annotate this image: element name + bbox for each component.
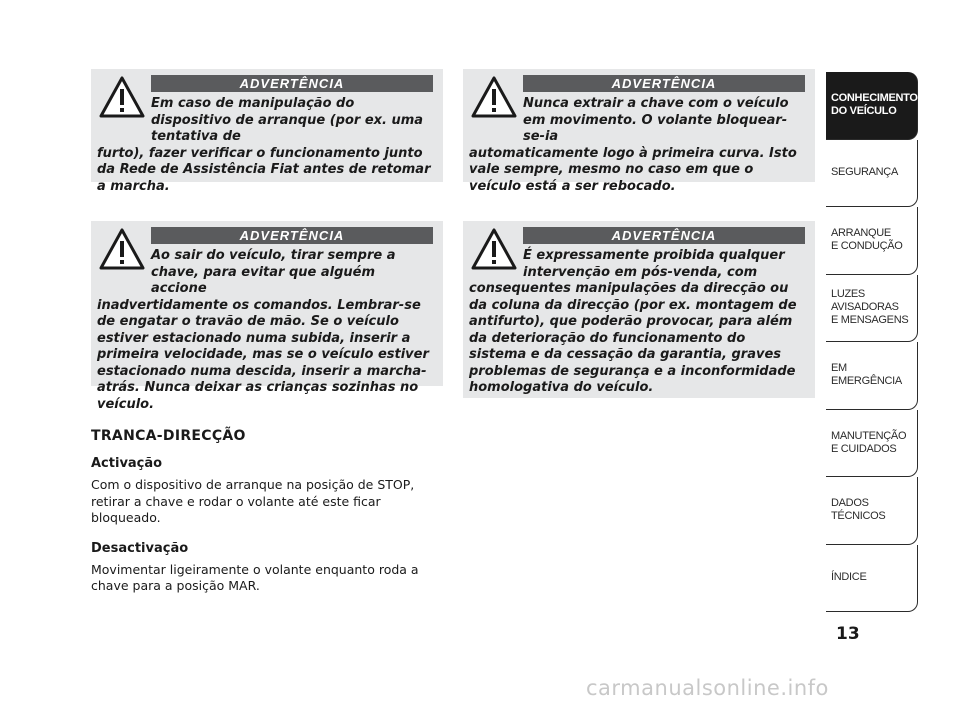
deactivation-text: Movimentar ligeiramente o volante enquanto roda a chave para a posição MAR.	[91, 561, 419, 593]
deactivation-heading: Desactivação	[91, 540, 189, 556]
warning-triangle-icon	[471, 227, 517, 271]
warning-lead-text: Nunca extrair a chave com o veículo em movimento. O volante bloquear-se-ia	[523, 96, 789, 144]
warning-triangle-icon	[99, 75, 145, 119]
activation-text: Com o dispositivo de arranque na posição de STOP, retirar a chave e rodar o volante até este ficar bloqueado.	[91, 477, 415, 525]
warning-title: ADVERTÊNCIA	[151, 227, 433, 244]
warning-triangle-icon	[471, 75, 517, 119]
tab-indice[interactable]: ÍNDICE	[826, 545, 918, 613]
warning-text: inadvertidamente os comandos. Lembrar-se de engatar o travão de mão. Se o veículo estiver estacionado numa subida, inserir a primeira velocidade, mas se o veículo estiver estacionado numa descida, inserir a marcha-atrás. Nunca deixar as crianças sozinhas no veículo.	[97, 297, 429, 412]
warning-lead-text: É expressamente proibida qualquer intervenção em pós-venda, com	[523, 248, 785, 280]
chapter-sidebar	[826, 72, 918, 612]
warning-box-4	[463, 221, 815, 398]
warning-box-1	[91, 69, 443, 194]
warning-text: consequentes manipulações da direcção ou da coluna da direcção (por ex. montagem de antifurto), que poderão provocar, para além da deterioração do funcionamento do sistema e da cessação da garantia, graves problemas de segurança e a inconformidade homologativa do veículo.	[469, 281, 797, 395]
tab-em-emergencia[interactable]: EM EMERGÊNCIA	[826, 342, 918, 410]
warning-text: furto), fazer verificar o funcionamento junto da Rede de Assistência Fiat antes de retomar a marcha.	[97, 145, 431, 194]
tab-manutencao-e-cuidados[interactable]: MANUTENÇÃO E CUIDADOS	[826, 410, 918, 478]
warning-lead-text: Em caso de manipulação do dispositivo de arranque (por ex. uma tentativa de	[151, 96, 424, 144]
section-title: TRANCA-DIRECÇÃO	[91, 428, 246, 444]
warning-title: ADVERTÊNCIA	[151, 75, 433, 92]
warning-box-2	[463, 69, 815, 194]
tab-dados-tecnicos[interactable]: DADOS TÉCNICOS	[826, 477, 918, 545]
warning-box-3	[91, 221, 443, 412]
tab-seguranca[interactable]: SEGURANÇA	[826, 140, 918, 208]
warning-lead-text: Ao sair do veículo, tirar sempre a chave, para evitar que alguém accione	[151, 248, 396, 296]
activation-heading: Activação	[91, 456, 163, 471]
watermark: carmanualsonline.info	[586, 676, 829, 700]
warning-triangle-icon	[99, 227, 145, 271]
warning-title: ADVERTÊNCIA	[523, 75, 805, 92]
warning-title: ADVERTÊNCIA	[523, 227, 805, 244]
tab-arranque-e-conducao[interactable]: ARRANQUE E CONDUÇÃO	[826, 207, 918, 275]
tab-conhecimento-do-veiculo[interactable]: CONHECIMENTO DO VEÍCULO	[826, 72, 918, 140]
steering-lock-section	[91, 428, 451, 609]
tab-luzes-avisadoras[interactable]: LUZES AVISADORAS E MENSAGENS	[826, 275, 918, 343]
page-number: 13	[836, 624, 860, 644]
warning-text: automaticamente logo à primeira curva. Isto vale sempre, mesmo no caso em que o veículo está a ser rebocado.	[469, 145, 797, 194]
